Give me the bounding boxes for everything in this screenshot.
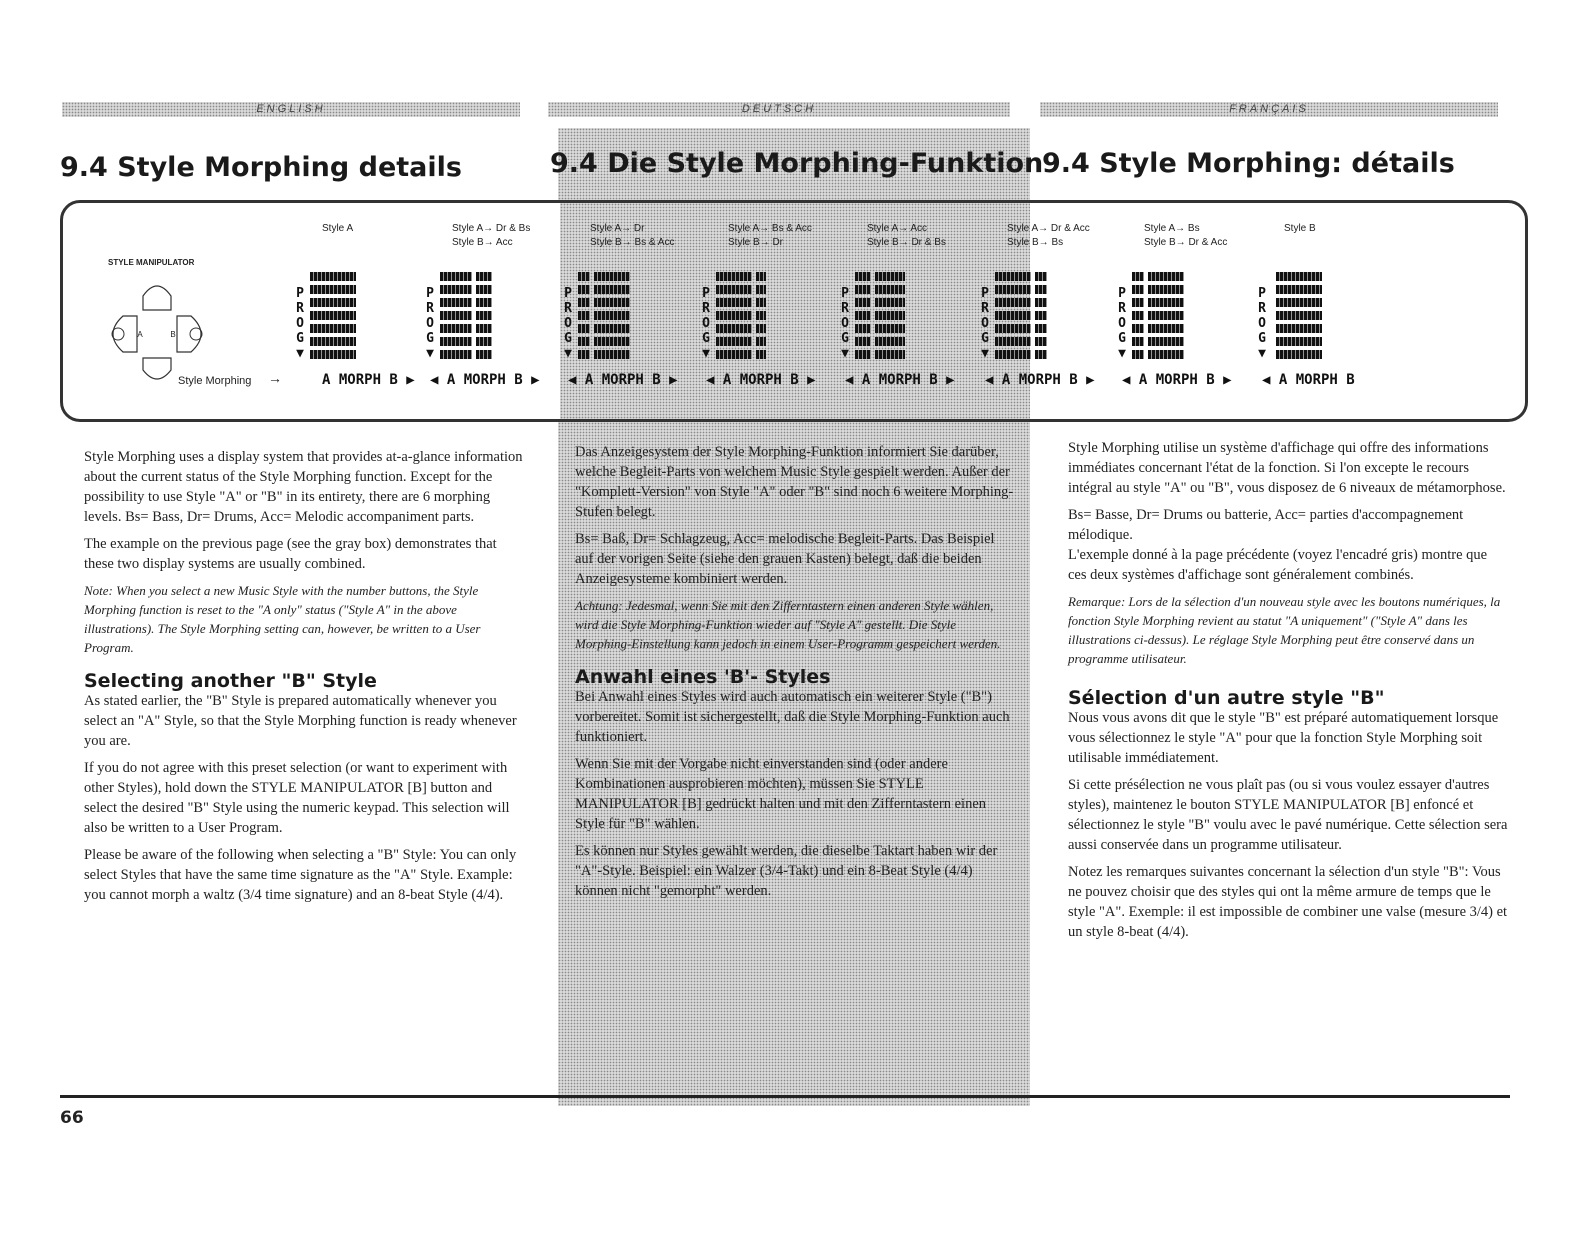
display-bar	[1132, 272, 1144, 281]
display-bar	[578, 350, 590, 359]
prog-letter: R	[564, 301, 572, 316]
morph-indicator: ◀ A MORPH B ▶	[706, 372, 816, 388]
prog-letter: P	[296, 286, 304, 301]
manipulator-button-a: A	[137, 330, 143, 339]
display-bar	[440, 311, 472, 320]
display-bar	[476, 298, 492, 307]
display-caption-line2: Style B→ Acc	[452, 237, 513, 248]
display-bar	[756, 285, 766, 294]
style-morphing-arrow: →	[268, 370, 282, 386]
prog-letter: R	[426, 301, 434, 316]
prog-letter: R	[1258, 301, 1266, 316]
display-bar	[756, 350, 766, 359]
display-bar	[716, 337, 752, 346]
display-bar	[310, 285, 356, 294]
display-bar	[1132, 311, 1144, 320]
prog-letter: ▼	[841, 346, 849, 361]
display-bar	[1148, 272, 1184, 281]
display-bar	[310, 337, 356, 346]
french-paragraph-5: Si cette présélection ne vous plaît pas (ou si vous voulez essayer d'autres styles), maintenez le bouton STYLE MANIPULATOR [B] enfoncé et sélectionnez le style "B" voulu avec le pavé numérique. Cette sélection sera aussi conservée dans un programme utilisateur.	[1068, 777, 1508, 853]
german-paragraph-1: Das Anzeigesystem der Style Morphing-Funktion informiert Sie darüber, welche Begleit-Parts von welchem Music Style gespielt werden. Außer der "Komplett-Version" von Style "A" oder "B" sind noch 6 weitere Morphing-Stufen belegt.	[575, 444, 1014, 520]
language-tag-english: ENGLISH	[62, 102, 520, 117]
prog-letter: G	[841, 331, 849, 346]
english-paragraph-1: Style Morphing uses a display system that provides at-a-glance information about the current status of the Style Morphing function. Except for the possibility to use Style "A" or "B" in its entirety, there are 6 morphing levels. Bs= Bass, Dr= Drums, Acc= Melodic accompaniment parts.	[84, 449, 523, 525]
german-paragraph-2: Bs= Baß, Dr= Schlagzeug, Acc= melodische Begleit-Parts. Das Beispiel auf der vorigen Seite (siehe den grauen Kasten) belegt, daß die beiden Anzeigesysteme kombiniert werden.	[575, 531, 995, 587]
prog-letter: O	[981, 316, 989, 331]
display-caption-line2: Style B→ Bs	[1007, 237, 1064, 248]
display-bar	[1035, 298, 1047, 307]
display-bar	[1148, 350, 1184, 359]
prog-letter: G	[296, 331, 304, 346]
prog-letter: ▼	[564, 346, 572, 361]
display-bar	[310, 272, 356, 281]
display-bar	[1035, 337, 1047, 346]
display-bar	[594, 311, 630, 320]
display-bar	[855, 285, 871, 294]
display-bar	[578, 337, 590, 346]
english-paragraph-3: As stated earlier, the "B" Style is prepared automatically whenever you select an "A" Style, so that the Style Morphing function is ready whenever you are.	[84, 693, 517, 749]
language-tag-german: DEUTSCH	[548, 102, 1010, 117]
prog-letter: O	[841, 316, 849, 331]
prog-letter: R	[296, 301, 304, 316]
display-bar	[1276, 285, 1322, 294]
display-bar	[875, 285, 905, 294]
display-bar	[995, 298, 1031, 307]
prog-letter: ▼	[1118, 346, 1126, 361]
display-bar	[1148, 324, 1184, 333]
english-paragraph-2: The example on the previous page (see the gray box) demonstrates that these two display systems are usually combined.	[84, 536, 497, 572]
display-bar	[716, 324, 752, 333]
display-bar	[1035, 350, 1047, 359]
prog-letter: ▼	[702, 346, 710, 361]
display-bar	[310, 298, 356, 307]
display-bar	[855, 272, 871, 281]
display-bar	[756, 298, 766, 307]
prog-letter: R	[702, 301, 710, 316]
prog-letter: ▼	[981, 346, 989, 361]
display-bar	[875, 337, 905, 346]
display-bar	[1035, 311, 1047, 320]
display-caption-line1: Style A→ Acc	[867, 223, 928, 234]
display-caption-line2: Style B→ Dr & Acc	[1144, 237, 1228, 248]
display-bar	[1035, 324, 1047, 333]
display-bar	[440, 298, 472, 307]
german-title: 9.4 Die Style Morphing-Funktion	[550, 148, 1044, 179]
display-bar	[995, 350, 1031, 359]
prog-letter: O	[296, 316, 304, 331]
morph-indicator: ◀ A MORPH B ▶	[845, 372, 955, 388]
morph-indicator: ◀ A MORPH B ▶	[1122, 372, 1232, 388]
display-bar	[995, 272, 1031, 281]
display-bar	[578, 324, 590, 333]
display-caption-line2: Style B→ Bs & Acc	[590, 237, 675, 248]
display-bar	[756, 311, 766, 320]
display-bar	[578, 311, 590, 320]
display-bar	[440, 272, 472, 281]
prog-letter: G	[1258, 331, 1266, 346]
display-bar	[875, 324, 905, 333]
display-bar	[995, 311, 1031, 320]
english-paragraph-4: If you do not agree with this preset selection (or want to experiment with other Styles), hold down the STYLE MANIPULATOR [B] button and select the desired "B" Style using the numeric keypad. This selection will also be written to a User Program.	[84, 760, 510, 836]
prog-letter: O	[702, 316, 710, 331]
display-bar	[1148, 298, 1184, 307]
display-bar	[995, 337, 1031, 346]
display-bar	[594, 285, 630, 294]
display-caption-line1: Style A→ Bs	[1144, 223, 1200, 234]
morph-indicator: ◀ A MORPH B	[1262, 372, 1355, 388]
prog-letter: R	[981, 301, 989, 316]
display-bar	[310, 311, 356, 320]
page-number: 66	[60, 1108, 84, 1128]
display-bar	[855, 311, 871, 320]
prog-letter: R	[841, 301, 849, 316]
morph-indicator: ◀ A MORPH B ▶	[430, 372, 540, 388]
manipulator-label: STYLE MANIPULATOR	[108, 258, 195, 267]
display-bar	[594, 272, 630, 281]
morph-indicator: ◀ A MORPH B ▶	[568, 372, 678, 388]
display-bar	[476, 324, 492, 333]
display-bar	[476, 337, 492, 346]
display-bar	[578, 298, 590, 307]
display-bar	[440, 285, 472, 294]
display-bar	[476, 272, 492, 281]
display-bar	[310, 350, 356, 359]
prog-letter: R	[1118, 301, 1126, 316]
prog-letter: G	[1118, 331, 1126, 346]
manipulator-pad	[105, 278, 210, 388]
prog-letter: G	[702, 331, 710, 346]
french-title: 9.4 Style Morphing: détails	[1042, 148, 1455, 179]
french-paragraph-1: Style Morphing utilise un système d'affichage qui offre des informations immédiates concernant l'état de la fonction. Si l'on excepte le recours intégral au style "A" ou "B", vous disposez de 6 niveaux de métamorphose.	[1068, 440, 1506, 496]
display-bar	[1132, 337, 1144, 346]
prog-letter: G	[564, 331, 572, 346]
display-bar	[1276, 298, 1322, 307]
display-bar	[440, 324, 472, 333]
display-bar	[1276, 350, 1322, 359]
display-bar	[578, 285, 590, 294]
german-paragraph-5: Es können nur Styles gewählt werden, die dieselbe Taktart haben wir der "A"-Style. Beispiel: ein Walzer (3/4-Takt) und ein 8-Beat Style (4/4) können nicht "gemorpht" werden.	[575, 843, 998, 899]
display-bar	[716, 350, 752, 359]
french-subtitle: Sélection d'un autre style "B"	[1068, 687, 1385, 709]
french-paragraph-6: Notez les remarques suivantes concernant la sélection d'un style "B": Vous ne pouvez choisir que des styles qui ont la même armure de temps que le style "A". Exemple: il est impossible de combiner une valse (mesure 3/4) et un style 8-beat (4/4).	[1068, 864, 1508, 940]
display-bar	[1132, 298, 1144, 307]
french-note: Remarque: Lors de la sélection d'un nouveau style avec les boutons numériques, la fonction Style Morphing revient au statut "A uniquement" ("Style A" dans les illustrations ci-dessus). Le réglage Style Morphing peut être conservé dans un programme utilisateur.	[1068, 594, 1501, 666]
display-bar	[1148, 337, 1184, 346]
english-paragraph-5: Please be aware of the following when selecting a "B" Style: You can only select Styles that have the same time signature as the "A" Style. Example: you cannot morph a waltz (3/4 time signature) and an 8-beat Style (4/4).	[84, 847, 517, 903]
display-bar	[476, 311, 492, 320]
prog-letter: O	[426, 316, 434, 331]
display-bar	[1132, 285, 1144, 294]
english-title: 9.4 Style Morphing details	[60, 152, 462, 183]
prog-letter: P	[426, 286, 434, 301]
english-column	[84, 447, 524, 912]
display-bar	[855, 324, 871, 333]
display-bar	[440, 350, 472, 359]
footer-rule	[60, 1095, 1510, 1098]
display-bar	[476, 350, 492, 359]
french-column	[1068, 438, 1508, 949]
prog-letter: ▼	[1258, 346, 1266, 361]
prog-letter: G	[426, 331, 434, 346]
prog-letter: P	[981, 286, 989, 301]
display-bar	[1132, 350, 1144, 359]
display-caption-line2: Style B→ Dr	[728, 237, 784, 248]
display-caption-line1: Style A→ Dr & Bs	[452, 223, 531, 234]
display-caption-line1: Style B	[1284, 223, 1316, 234]
style-morphing-label: Style Morphing	[178, 375, 252, 387]
display-bar	[855, 350, 871, 359]
french-paragraph-3: L'exemple donné à la page précédente (voyez l'encadré gris) montre que ces deux systèmes d'affichage sont généralement combinés.	[1068, 547, 1488, 583]
display-caption-line2: Style B→ Dr & Bs	[867, 237, 946, 248]
display-bar	[1148, 285, 1184, 294]
display-bar	[1276, 272, 1322, 281]
display-bar	[578, 272, 590, 281]
german-paragraph-4: Wenn Sie mit der Vorgabe nicht einverstanden sind (oder andere Kombinationen ausprobieren möchten), müssen Sie STYLE MANIPULATOR [B] gedrückt halten und mit den Zifferntastern einen Style für "B" wählen.	[575, 756, 987, 832]
german-paragraph-3: Bei Anwahl eines Styles wird auch automatisch ein weiterer Style ("B") vorbereitet. Somit ist sichergestellt, daß die Style Morphing-Funktion auch funktioniert.	[575, 689, 1010, 745]
morph-indicator: A MORPH B ▶	[322, 372, 415, 388]
display-bar	[310, 324, 356, 333]
english-subtitle: Selecting another "B" Style	[84, 670, 377, 692]
prog-letter: G	[981, 331, 989, 346]
french-paragraph-2: Bs= Basse, Dr= Drums ou batterie, Acc= parties d'accompagnement mélodique.	[1068, 507, 1464, 543]
display-bar	[756, 272, 766, 281]
display-caption-line1: Style A→ Dr	[590, 223, 645, 234]
prog-letter: ▼	[426, 346, 434, 361]
display-bar	[1276, 324, 1322, 333]
prog-letter: P	[1118, 286, 1126, 301]
english-note: Note: When you select a new Music Style with the number buttons, the Style Morphing function is reset to the "A only" status ("Style A" in the above illustrations). The Style Morphing setting can, however, be written to a User Program.	[84, 583, 481, 655]
display-bar	[594, 324, 630, 333]
prog-letter: O	[564, 316, 572, 331]
prog-letter: P	[564, 286, 572, 301]
display-bar	[476, 285, 492, 294]
display-bar	[1148, 311, 1184, 320]
display-bar	[1276, 311, 1322, 320]
prog-letter: O	[1258, 316, 1266, 331]
german-subtitle: Anwahl eines 'B'- Styles	[575, 666, 831, 688]
display-bar	[594, 298, 630, 307]
prog-letter: P	[1258, 286, 1266, 301]
display-bar	[1276, 337, 1322, 346]
display-caption-line1: Style A	[322, 223, 354, 234]
display-bar	[875, 311, 905, 320]
display-bar	[875, 272, 905, 281]
prog-letter: ▼	[296, 346, 304, 361]
display-bar	[756, 337, 766, 346]
display-bar	[594, 337, 630, 346]
display-bar	[716, 311, 752, 320]
prog-letter: P	[841, 286, 849, 301]
prog-letter: P	[702, 286, 710, 301]
display-bar	[716, 272, 752, 281]
display-bar	[716, 285, 752, 294]
display-bar	[716, 298, 752, 307]
language-tag-french: FRANÇAIS	[1040, 102, 1498, 117]
display-caption-line1: Style A→ Dr & Acc	[1007, 223, 1090, 234]
display-bar	[1132, 324, 1144, 333]
german-note: Achtung: Jedesmal, wenn Sie mit den Zifferntastern einen anderen Style wählen, wird die Style Morphing-Funktion wieder auf "Style A" gestellt. Die Style Morphing-Einstellung kann jedoch in einem User-Programm gespeichert werden.	[575, 598, 1001, 651]
display-bar	[995, 285, 1031, 294]
display-bar	[875, 350, 905, 359]
display-bar	[756, 324, 766, 333]
display-bar	[855, 337, 871, 346]
display-bar	[1035, 272, 1047, 281]
display-bar	[875, 298, 905, 307]
display-bar	[995, 324, 1031, 333]
prog-letter: O	[1118, 316, 1126, 331]
display-bar	[440, 337, 472, 346]
display-bar	[594, 350, 630, 359]
morph-indicator: ◀ A MORPH B ▶	[985, 372, 1095, 388]
manipulator-button-b: B	[170, 330, 176, 339]
french-paragraph-4: Nous vous avons dit que le style "B" est préparé automatiquement lorsque vous sélectionnez le style "A" pour que la fonction Style Morphing soit utilisable immédiatement.	[1068, 710, 1499, 766]
display-bar	[855, 298, 871, 307]
display-caption-line1: Style A→ Bs & Acc	[728, 223, 812, 234]
display-bar	[1035, 285, 1047, 294]
german-column	[575, 442, 1015, 908]
